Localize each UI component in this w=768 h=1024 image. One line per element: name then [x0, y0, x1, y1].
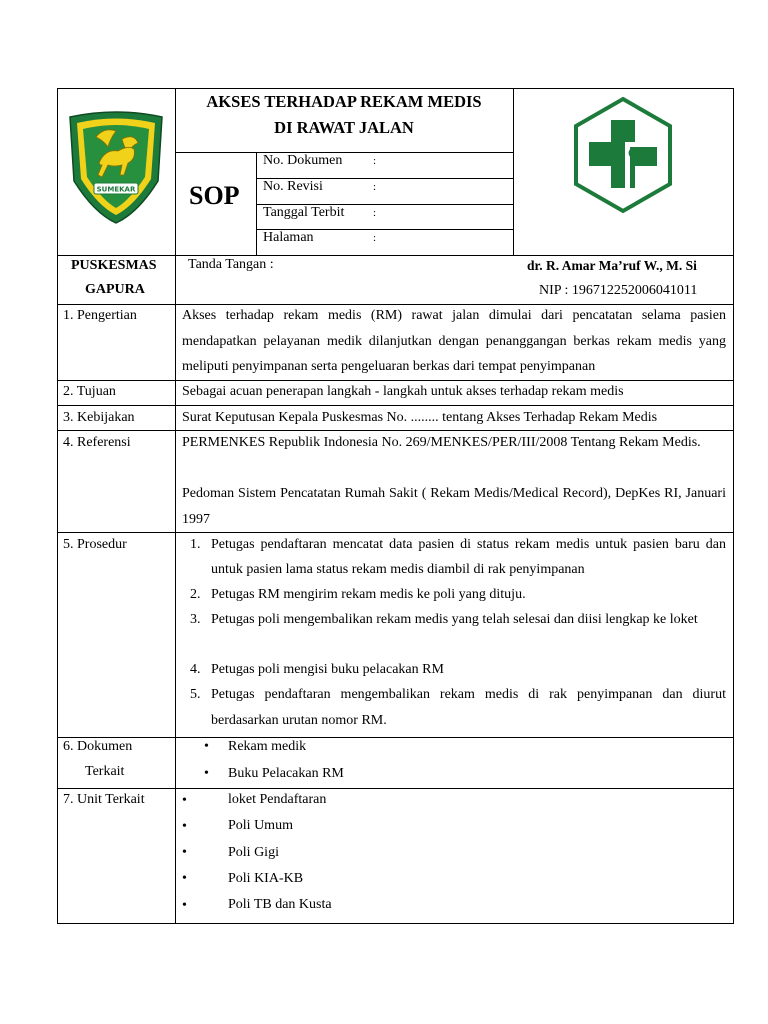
unit-item-1: loket Pendaftaran: [228, 792, 327, 807]
field-no-dokumen-sep: :: [373, 155, 377, 167]
dokumen-bullet-2: •: [204, 766, 209, 781]
field-no-revisi-label: No. Revisi: [263, 179, 323, 194]
field-no-revisi-sep: :: [373, 181, 377, 193]
unit-item-2: Poli Umum: [228, 818, 293, 833]
section-referensi-label: 4. Referensi: [63, 435, 131, 450]
org-name-line2: GAPURA: [85, 282, 145, 297]
document-title-line2: DI RAWAT JALAN: [274, 118, 414, 137]
section-pengertian-label: 1. Pengertian: [63, 308, 137, 323]
section-unit-label: 7. Unit Terkait: [63, 792, 145, 807]
unit-bullet-4: •: [182, 871, 187, 886]
section-dokumen-label-line1: 6. Dokumen: [63, 739, 133, 754]
dokumen-item-1: Rekam medik: [228, 739, 307, 754]
sumenep-regency-logo: [66, 109, 166, 225]
prosedur-item-3-text: Petugas poli mengembalikan rekam medis yang telah selesai dan diisi lengkap ke loket: [211, 612, 698, 627]
unit-item-4: Poli KIA-KB: [228, 871, 304, 886]
field-halaman-label: Halaman: [263, 230, 314, 245]
dokumen-item-2: Buku Pelacakan RM: [228, 766, 344, 781]
unit-item-5: Poli TB dan Kusta: [228, 897, 332, 912]
signature-label: Tanda Tangan :: [188, 257, 274, 272]
section-tujuan-label: 2. Tujuan: [63, 384, 116, 399]
section-kebijakan-text: Surat Keputusan Kepala Puskesmas No. ........ tentang Akses Terhadap Rekam Medis: [182, 410, 658, 425]
puskesmas-logo: [571, 96, 675, 214]
section-pengertian-text: Akses terhadap rekam medis (RM) rawat jalan dimulai dari pencatatan selama pasien mendapatkan pelayanan medik dilanjutkan dengan penanggangan berkas rekam medis yang meliputi penyimpanan serta pengeluaran berkas dari tempat penyimpanan: [182, 308, 726, 374]
unit-item-3: Poli Gigi: [228, 845, 279, 860]
cross-cut-vertical: [625, 142, 630, 188]
prosedur-item-1-num: 1.: [190, 537, 201, 552]
prosedur-item-1-text: Petugas pendaftaran mencatat data pasien di status rekam medis untuk pasien baru dan untuk pasien lama status rekam medis diambil di rak penyimpanan: [211, 537, 726, 577]
field-tanggal-terbit-sep: :: [373, 207, 377, 219]
signer-name: dr. R. Amar Ma’ruf W., M. Si: [527, 258, 697, 273]
sop-label: SOP: [189, 181, 240, 210]
document-title-line1: AKSES TERHADAP REKAM MEDIS: [206, 92, 482, 111]
prosedur-item-5-text: Petugas pendaftaran mengembalikan rekam medis di rak penyimpanan dan diurut berdasarkan urutan nomor RM.: [211, 687, 726, 728]
field-no-dokumen-label: No. Dokumen: [263, 153, 343, 168]
section-referensi-text2: Pedoman Sistem Pencatatan Rumah Sakit ( Rekam Medis/Medical Record), DepKes RI, Januari 1997: [182, 486, 726, 527]
unit-bullet-1: •: [182, 793, 187, 808]
section-dokumen-label-line2: Terkait: [85, 764, 125, 779]
org-name-line1: PUSKESMAS: [71, 258, 157, 273]
prosedur-item-4-num: 4.: [190, 662, 201, 677]
border-right: [733, 88, 734, 924]
section-prosedur-label: 5. Prosedur: [63, 537, 127, 552]
field-halaman-sep: :: [373, 232, 377, 244]
divider-row-7: [57, 788, 734, 789]
divider-left-col: [175, 88, 176, 924]
divider-row-6: [57, 737, 734, 738]
prosedur-item-5-num: 5.: [190, 687, 201, 702]
border-bottom: [57, 923, 734, 924]
sop-document: [57, 88, 734, 924]
divider-title: [175, 152, 513, 153]
section-referensi-text1: PERMENKES Republik Indonesia No. 269/MENKES/PER/III/2008 Tentang Rekam Medis.: [182, 435, 701, 450]
unit-bullet-2: •: [182, 819, 187, 834]
dokumen-bullet-1: •: [204, 739, 209, 754]
prosedur-item-4-text: Petugas poli mengisi buku pelacakan RM: [211, 662, 444, 677]
section-tujuan-text: Sebagai acuan penerapan langkah - langkah untuk akses terhadap rekam medis: [182, 384, 624, 399]
prosedur-item-2-num: 2.: [190, 587, 201, 602]
logo-ribbon-text: SUMEKAR: [96, 185, 136, 194]
field-tanggal-terbit-label: Tanggal Terbit: [263, 205, 345, 220]
section-kebijakan-label: 3. Kebijakan: [63, 410, 135, 425]
border-left: [57, 88, 58, 924]
signer-nip: NIP : 196712252006041011: [539, 283, 698, 298]
prosedur-item-3-num: 3.: [190, 612, 201, 627]
divider-right-col: [513, 88, 514, 255]
prosedur-item-2-text: Petugas RM mengirim rekam medis ke poli yang dituju.: [211, 587, 526, 602]
unit-bullet-3: •: [182, 845, 187, 860]
unit-bullet-5: •: [182, 898, 187, 913]
